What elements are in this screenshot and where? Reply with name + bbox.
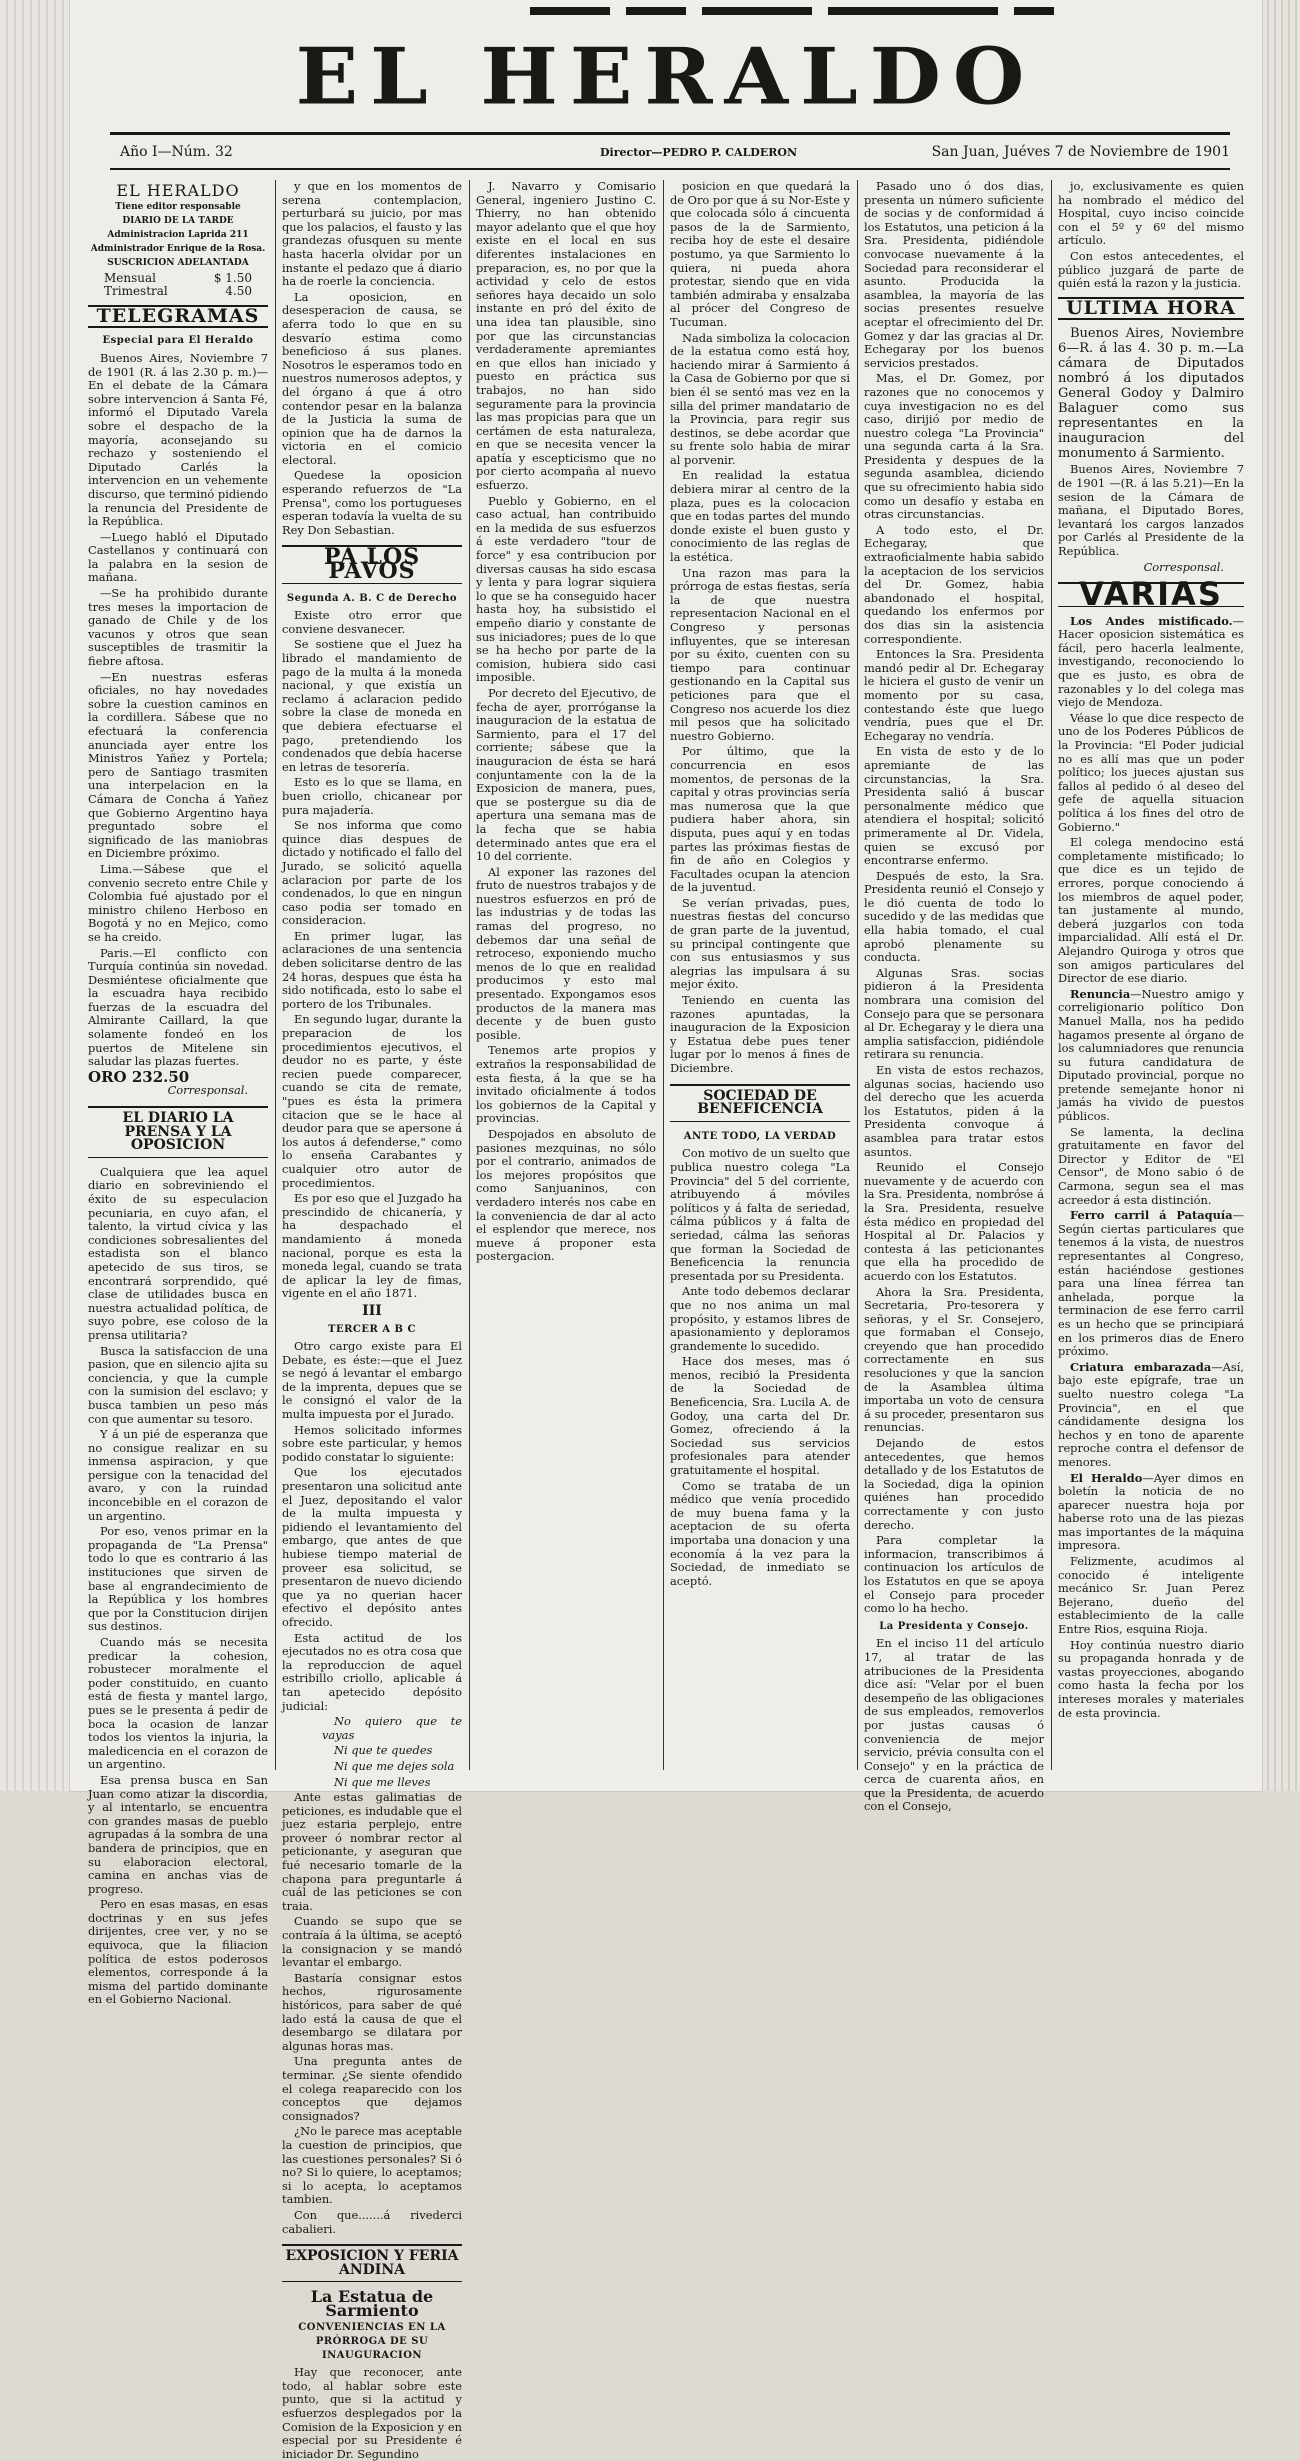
paragraph: Hay que reconocer, ante todo, al hablar sobre este punto, que si la actitud y esfuerzos desplegados por la Comision de la Exposicion y en especial por su Presidente é iniciador Dr. Segundino — [282, 2365, 462, 2461]
paragraph: Es por eso que el Juzgado ha prescindido de chicanería, y ha despachado el mandamiento á moneda nacional, porque es esta la moneda legal, cuando se trata de aplicar la ley de fimas, vigente en el año 1871. — [282, 1191, 462, 1301]
item-text: —Así, bajo este epígrafe, trae un suelto nuestro colega "La Provincia", en el que cándidamente designa los hechos y en tono de aparente reproche contra el defensor de menores. — [1058, 1359, 1244, 1469]
paragraph: Busca la satisfaccion de una pasion, que en silencio ajita su conciencia, y que la cumple con la sumision del esclavo; y busca tambien un peso más con que aumentar su tesoro. — [88, 1343, 268, 1426]
subscription-label: Mensual — [104, 270, 156, 285]
paragraph: Se sostiene que el Juez ha librado el mandamiento de pago de la multa á la moneda nacional, y que existía un reclamo á aclaracion pedido sobre la clase de moneda en que debiera efectuarse el pago, pretendiendo los condenados que debía hacerse en letras de tesorería. — [282, 637, 462, 774]
subscription-heading: SUSCRICION ADELANTADA — [107, 257, 249, 268]
paragraph: Con motivo de un suelto que publica nuestro colega "La Provincia" del 5 del corriente, atribuyendo á móviles políticos y á falta de seriedad, cálma públicos y á falta de seriedad, cálma las señoras que forman la Sociedad de Beneficencia la renuncia presentada por su Presidenta. — [670, 1146, 850, 1283]
paragraph: Por eso, venos primar en la propaganda de "La Prensa" todo lo que es contrario á las instituciones que sirven de base al engrandecimiento de la República y los hombres que por la Constitucion dirijen sus destinos. — [88, 1524, 268, 1634]
column-2 — [282, 179, 462, 2461]
subscription-row — [88, 272, 268, 286]
paragraph: J. Navarro y Comisario General, ingeniero Justino C. Thierry, no han obtenido mayor adelanto que el que hoy existe en el local en sus diferentes instalaciones en preparacion, es, no por que la actividad y celo de estos señores haya decaido un solo instante en pró del éxito de una idea tan plausible, sino por que las circunstancias verdaderamente apremiantes en que ellos han iniciado y puesto en práctica sus trabajos, no han sido seguramente para la provincia las mas propicias para que un certámen de esta naturaleza, en que se necesita vencer la apatía y escepticismo que no por cierto acompaña al nuevo esfuerzo. — [476, 179, 656, 493]
news-item — [1058, 1639, 1244, 1721]
paragraph: Se verían privadas, pues, nuestras fiestas del concurso de gran parte de la juventud, su principal contingente que con sus entusiasmos y sus alegrias las impulsara á su mejor éxito. — [670, 895, 850, 992]
newspaper-page — [70, 0, 1262, 2461]
correspondent-signature: Corresponsal. — [167, 1083, 248, 1098]
paragraph: Al exponer las razones del fruto de nuestros trabajos y de nuestros esfuerzos en pró de las industrias y de todas las ramas del progreso, no debemos dar una señal de retroceso, exponiendo mucho menos de lo que en realidad producimos y esto mal presentado. Expongamos esos productos de la manera mas decente y de buen gusto posible. — [476, 864, 656, 1042]
paragraph: Ante todo debemos declarar que no nos anima un mal propósito, y estamos libres de apasionamiento y deploramos grandemente lo sucedido. — [670, 1284, 850, 1353]
paragraph: Buenos Aires, Noviembre 7 de 1901 (R. á las 2.30 p. m.)—En el debate de la Cámara sobre intervencion á Santa Fé, informó el Diputado Varela sobre el despacho de la mayoría, aconsejando su rechazo y sosteniendo el Diputado Carlés la intervencion en un vehemente discurso, que terminó pidiendo la renuncia del Presidente de la República. — [88, 350, 268, 529]
paragraph: En primer lugar, las aclaraciones de una sentencia deben solicitarse dentro de las 24 horas, despues que ésta ha sido notificada, esto lo sabe el portero de los Tribunales. — [282, 928, 462, 1011]
paragraph: En vista de esto y de lo apremiante de las circunstancias, la Sra. Presidenta salió á buscar personalmente médico que atendiera el hospital; solicitó primeramente al Dr. Videla, quien se excusó por encontrarse enfermo. — [864, 744, 1044, 868]
news-item — [1058, 1126, 1244, 1208]
paragraph: posicion en que quedará la de Oro por que á su Nor-Este y que colocada sólo á cincuenta pasos de la de Sarmiento, reciba hoy de este el desaire postumo, ya que Sarmiento lo quiera, ni pueda ahora protestar, siendo que en vida también admiraba y ensalzaba al prócer del Congreso de Tucuman. — [670, 179, 850, 329]
masthead-info — [110, 144, 1230, 164]
item-text: Véase lo que dice respecto de uno de los Poderes Públicos de la Provincia: "El Poder judicial no es allí mas que un poder político; los jueces ajustan sus fallos al pedido ó al deseo del gefe de aquella situacion política á los fines del otro de Gobierno." — [1058, 710, 1244, 834]
paragraph: Ahora la Sra. Presidenta, Secretaria, Pro-tesorera y señoras, y el Sr. Consejero, que formaban el Consejo, creyendo que han procedido correctamente en sus resoluciones y que la sancion de la Asamblea última importaba un voto de censura á su proceder, presentaron sus renuncias. — [864, 1284, 1044, 1435]
paragraph: Paris.—El conflicto con Turquía continúa sin novedad. Desmiéntese oficialmente que la escuadra haya recibido fuerzas de la escuadra del Almirante Caillard, la que solamente fondeó en los puertos de Mitelene sin saludar las plazas fuertes. — [88, 945, 268, 1069]
column-divider — [1051, 180, 1052, 1770]
subscription-label: Trimestral — [104, 284, 168, 299]
masthead-rule-top — [110, 132, 1230, 135]
column-divider — [663, 180, 664, 1770]
beneficencia-subheading: ANTE TODO, LA VERDAD — [683, 1130, 837, 1142]
paragraph: Esta actitud de los ejecutados no es otra cosa que la reproduccion de aquel estribillo criollo, aplicable á tan apetecido depósito judicial: — [282, 1630, 462, 1713]
paragraph: Tenemos arte propios y extraños la responsabilidad de esta fiesta, á la que se ha invitado oficialmente á todos los gobiernos de la Capital y provincias. — [476, 1043, 656, 1126]
item-text: El colega mendocino está completamente mistificado; lo que dice es un tejido de errores, porque conociendo á los miembros de aquel poder, tan justamente al mundo, deberá juzgarlos con toda imparcialidad. Allí está el Dr. Alejandro Quiroga y otros que son amigos particulares del Director de ese diario. — [1058, 835, 1244, 986]
paragraph: Pero en esas masas, en esas doctrinas y en sus jefes dirijentes, cree ver, y no se equivoca, que la filiacion política de estos poderosos elementos, corresponde á la misma del partido dominante en el Gobierno Nacional. — [88, 1897, 268, 2007]
exposicion-subheading: CONVENIENCIAS EN LA PRÓRROGA DE SU INAUGURACION — [298, 2322, 446, 2361]
paragraph: Por decreto del Ejecutivo, de fecha de ayer, prorróganse la inauguracion de la estatua de Sarmiento, para el 17 del corriente; sábese que la inauguracion de ésta se hará conjuntamente con la de la Exposicion de manera, pues, que se postergue su dia de apertura una semana mas de la fecha que se habia determinado antes que era el 10 del corriente. — [476, 685, 656, 864]
tercer-heading: TERCER A B C — [328, 1323, 416, 1335]
paragraph: Entonces la Sra. Presidenta mandó pedir al Dr. Echegaray le hiciera el gusto de venir un momento por su casa, contestando éste que luego vendría, pues que el Dr. Echegaray no vendría. — [864, 647, 1044, 743]
place-date: San Juan, Juéves 7 de Noviembre de 1901 — [931, 144, 1230, 160]
paragraph: En vista de estos rechazos, algunas socias, haciendo uso del derecho que les acuerda los Estatutos, piden á la Presidenta convoque á asamblea para tratar estos asuntos. — [864, 1063, 1044, 1159]
column-1 — [88, 180, 268, 2007]
item-lead: Criatura embarazada — [1070, 1359, 1212, 1374]
paragraph: Una razon mas para la prórroga de estas fiestas, sería la de que nuestra representacion Nacional en el Congreso y personas influyentes, que se interesan por su éxito, cuenten con su tiempo para continuar gestionando en la Capital sus peticiones para que el Congreso nos acuerde los diez mil pesos que ha solicitado nuestro Gobierno. — [670, 565, 850, 743]
paragraph: —Luego habló el Diputado Castellanos y continuará con la palabra en la sesion de mañana. — [88, 529, 268, 585]
section-number: III — [362, 1302, 382, 1319]
paragraph: Lima.—Sábese que el convenio secreto entre Chile y Colombia fué ajustado por el ministro chileno Herboso en Bogotá y no en Mejico, como se ha creido. — [88, 861, 268, 944]
news-item — [1058, 1555, 1244, 1637]
paragraph: Esa prensa busca en San Juan como atizar la discordia, y al intentarlo, se encuentra con grandes masas de pueblo agrupadas á la sombra de una bandera de principios, que en su elaboracion electoral, camina en anchas vias de progreso. — [88, 1772, 268, 1896]
pavos-heading: PA LOS PAVOS — [282, 545, 462, 583]
paragraph: Cualquiera que lea aquel diario en sobreviniendo el éxito de su especulacion pecuniaria, en cuyo afan, el talento, la virtud cívica y las condiciones sobresalientes del estadista son el blanco apetecido de sus tiros, se encontrará sorprendido, qué clase de utilidades busca en nuestra actualidad política, de suyo pobre, ese coloso de la prensa utilitaria? — [88, 1164, 268, 1342]
news-item — [1058, 836, 1244, 986]
paragraph: Ante estas galimatias de peticiones, es indudable que el juez estaria perplejo, entre proveer ó nombrar rector al peticionante, y aseguran que fué necesario tomarle de la chapona para preguntarle á cuál de las peticiones se con traia. — [282, 1790, 462, 1913]
verse-line: Ni que me lleves — [334, 1774, 431, 1789]
item-text: —Nuestro amigo y correligionario político Don Manuel Malla, nos ha pedido hagamos presente al órgano de los calumniadores que renuncia su futura candidatura de Diputado provincial, porque no pretende semejante honor ni jamás ha vivido de puestos públicos. — [1058, 986, 1244, 1124]
info-line: Administrador Enrique de la Rosa. — [90, 243, 266, 254]
verse-line: Ni que me dejes sola — [334, 1758, 455, 1773]
item-text: Felizmente, acudimos al conocido é inteligente mecánico Sr. Juan Perez Bejerano, dueño del establecimiento de la calle Entre Rios, esquina Rioja. — [1058, 1554, 1244, 1637]
paragraph: Hemos solicitado informes sobre este particular, y hemos podido constatar lo siguiente: — [282, 1422, 462, 1464]
paragraph: Despojados en absoluto de pasiones mezquinas, no sólo por el contrario, animados de los mejores propósitos que como Sanjuaninos, con verdadero interés nos cabe en la conveniencia de dar al acto el esplendor que merece, nos mueve á proponer esta postergacion. — [476, 1126, 656, 1264]
paragraph: Cuando más se necesita predicar la cohesion, robustecer moralmente el poder constituido, en cuanto está de fiesta y mantel largo, pues se le presenta á pedir de boca la ocasion de lanzar todos los vientos la injuria, la maledicencia en el corazon de un argentino. — [88, 1635, 268, 1772]
column-divider — [275, 180, 276, 1770]
paragraph: Dejando de estos antecedentes, que hemos detallado y de los Estatutos de la Sociedad, diga la opinion quiénes han procedido correctamente y con justo derecho. — [864, 1436, 1044, 1532]
special-line: Especial para El Heraldo — [102, 335, 254, 347]
paragraph: Teniendo en cuenta las razones apuntadas, la inauguracion de la Exposicion y Estatua debe pues tener lugar por lo menos á fines de Diciembre. — [670, 993, 850, 1075]
issue-number: Año I—Núm. 32 — [120, 144, 233, 160]
paragraph: Que los ejecutados presentaron una solicitud ante el Juez, depositando el valor de la multa impuesta y pidiendo el levantamiento del embargo, que antes de que hubiese tiempo material de proveer esa solicitud, se presentaron de nuevo diciendo que ya no querian hacer efectivo el depósito antes ofrecido. — [282, 1465, 462, 1629]
paragraph: Quedese la oposicion esperando refuerzos de "La Prensa", como los portugueses esperan todavía la vuelta de su Rey Don Sebastian. — [282, 468, 462, 537]
paragraph: Una pregunta antes de terminar. ¿Se siente ofendido el colega reaparecido con los conceptos que dejamos consignados? — [282, 2054, 462, 2123]
exposicion-heading: EXPOSICION Y FERIA ANDINA — [282, 2244, 462, 2282]
news-item — [1058, 1472, 1244, 1554]
paragraph: A todo esto, el Dr. Echegaray, que extraoficialmente habia sabido la aceptacion de los servicios del Dr. Gomez, habia abandonado el hospital, quedando los enfermos por dos dias sin la asistencia correspondiente. — [864, 522, 1044, 646]
paragraph: Otro cargo existe para El Debate, es éste:—que el Juez se negó á levantar el embargo de la imprenta, depues que se le consignó el valor de la multa impuesta por el Jurado. — [282, 1339, 462, 1422]
paragraph: Por último, que la concurrencia en esos momentos, de personas de la capital y otras provincias sería mas numerosa que la que pudiera haber ahora, sin disputa, pues aquí y en todas partes las próximas fiestas de fin de año en Colegios y Facultades ocupan la atencion de la juventud. — [670, 744, 850, 895]
column-divider — [469, 180, 470, 1770]
closing-line: La Presidenta y Consejo. — [879, 1620, 1029, 1632]
news-item — [1058, 988, 1244, 1124]
column-divider — [857, 180, 858, 1770]
paragraph: Y á un pié de esperanza que no consigue realizar en su inmensa aspiracion, y que persigue con la tenacidad del avaro, y con la ruindad inconcebible en el corazon de un argentino. — [88, 1427, 268, 1523]
paragraph: Mas, el Dr. Gomez, por razones que no conocemos y cuya investigacion no es del caso, dirijió por medio de nuestro colega "La Provincia" una segunda carta á la Sra. Presidenta y despues de la segunda asamblea, diciendo que su ofrecimiento habia sido como un desafío y estaba en otras circunstancias. — [864, 371, 1044, 522]
paragraph: Buenos Aires, Noviembre 7 de 1901 —(R. á las 5.21)—En la sesion de la Cámara de mañana, el Diputado Bores, levantará los cargos lanzados por Carlés al Presidente de la República. — [1058, 462, 1244, 558]
column-6 — [1058, 180, 1244, 1775]
item-text: —Hacer oposicion sistemática es fácil, pero hacerla lealmente, investigando, reconociendo lo que es justo, es obra de razonables y lo del colega mas viejo de Mendoza. — [1058, 613, 1244, 710]
paragraph: Como se trataba de un médico que venía procedido de muy buena fama y la aceptacion de su oferta importaba una donacion y una economía á la vez para la Sociedad, de inmediato se aceptó. — [670, 1478, 850, 1588]
verse-line: No quiero que te vayas — [322, 1714, 462, 1742]
item-text: Hoy continúa nuestro diario su propaganda honrada y de vastas proyecciones, abogando como hasta la fecha por los intereses morales y materiales de esta provincia. — [1058, 1637, 1244, 1720]
paragraph: Con estos antecedentes, el público juzgará de parte de quién está la razon y la justicia. — [1058, 248, 1244, 291]
item-text: —Ayer dimos en boletín la noticia de no aparecer nuestra hoja por haberse roto una de las piezas mas importantes de la máquina impresora. — [1058, 1470, 1244, 1553]
paragraph: Bastaría consignar estos hechos, rigurosamente históricos, para saber de qué lado está la causa de que el desembargo se dilatara por algunas horas mas. — [282, 1970, 462, 2053]
paper-name: EL HERALDO — [116, 181, 240, 200]
page-edge — [1262, 0, 1300, 1791]
varias-heading: VARIAS — [1058, 582, 1244, 607]
paragraph: Nada simboliza la colocacion de la estatua como está hoy, haciendo mirar á Sarmiento á la Casa de Gobierno por que si bien él se sentó mas vez en la silla del primer mandatario de la Provincia, para regir sus destinos, se debe acordar que su frente solo habia de mirar al porvenir. — [670, 330, 850, 467]
gold-price: ORO 232.50 — [88, 1067, 190, 1086]
paragraph: jo, exclusivamente es quien ha nombrado el médico del Hospital, cuyo inciso coincide con el 5º y 6º del mismo artículo. — [1058, 179, 1244, 248]
paragraph: Pasado uno ó dos dias, presenta un número suficiente de socias y de conformidad á los Estatutos, una peticion á la Sra. Presidenta, pidiéndole convocase nuevamente á la Sociedad para reconsiderar el asunto. Producida la asamblea, la mayoría de las socias presentes resuelve aceptar el ofrecimiento del Dr. Gomez y dar las gracias al Dr. Echegaray por los buenos servicios prestados. — [864, 179, 1044, 370]
paragraph: Pueblo y Gobierno, en el caso actual, han contribuido en la medida de sus esfuerzos á este verdadero "tour de force" y esa contribucion por diversas causas ha sido escasa y lenta y para lograr siquiera lo que se ha conseguido hacer hasta hoy, ha subsistido el empeño diario y constante de sus iniciadores; pues de lo que se ha hecho por parte de la comision, hubiera sido casi imposible. — [476, 493, 656, 685]
item-text: Se lamenta, la declina gratuitamente en favor del Director y Editor de "El Censor", de Mono sabio ó de Carmona, segun sea el mas acreedor á esta distinción. — [1058, 1124, 1244, 1207]
pavos-subheading: Segunda A. B. C de Derecho — [286, 592, 458, 604]
item-lead: Ferro carril á Pataquía — [1070, 1208, 1233, 1223]
correspondent-signature: Corresponsal. — [1143, 559, 1224, 574]
paragraph: —En nuestras esferas oficiales, no hay novedades sobre la cuestion caminos en la cordillera. Sábese que no efectuará la conferencia anunciada ayer entre los Ministros Yañez y Portela; pero de Santiago trasmiten una interpelacion en la Cámara de Concha á Yañez que Gobierno Argentino haya preguntado sobre el significado de las maniobras en Diciembre próximo. — [88, 669, 268, 861]
item-text: —Según ciertas particulares que tenemos á la vista, de nuestros representantes al Congreso, están haciéndose gestiones para una línea férrea tan anhelada, porque la terminacion de ese ferro carril es un hecho que se principiará en los primeros dias de Enero próximo. — [1058, 1208, 1244, 1359]
column-5 — [864, 179, 1044, 1814]
news-item — [1058, 1361, 1244, 1470]
subscription-row — [88, 285, 268, 299]
paragraph: La oposicion, en desesperacion de causa, se aferra todo lo que en su desvarío estima como beneficioso á sus planes. Nosotros le esperamos todo en nuestros numerosos adeptos, y del órgano á que á otro contendor pesar en la balanza de la Justicia la suma de opinion que ha de darnos la victoria en el comicio electoral. — [282, 289, 462, 467]
paragraph: Con que.......á rivederci cabalieri. — [282, 2207, 462, 2236]
column-3 — [476, 180, 656, 1775]
binding-edge — [0, 0, 70, 1791]
info-line: DIARIO DE LA TARDE — [122, 215, 234, 226]
director-line: Director—PEDRO P. CALDERON — [600, 146, 798, 159]
paragraph: En el inciso 11 del artículo 17, al tratar de las atribuciones de la Presidenta dice así: "Velar por el buen desempeño de las obligaciones de sus empleados, removerlos por justas causas ó conveniencia de mejor servicio, prévia consulta con el Consejo" y en la práctica de cerca de cuarenta años, en que la Presidenta, de acuerdo con el Consejo, — [864, 1636, 1044, 1814]
ultima-hora-heading: ULTIMA HORA — [1058, 297, 1244, 321]
item-lead: Renuncia — [1070, 986, 1131, 1001]
subscription-price: 4.50 — [225, 284, 252, 299]
paragraph: Reunido el Consejo nuevamente y de acuerdo con la Sra. Presidenta, nombróse á la Sra. Presidenta, resuelve ésta médico en propiedad del Hospital al Dr. Palacios y contesta á las peticionantes que ella ha procedido de acuerdo con los Estatutos. — [864, 1160, 1044, 1283]
paragraph: Se nos informa que como quince dias despues de dictado y notificado el fallo del Jurado, se solicitó aquella aclaracion por parte de los condenados, lo que en ningun caso podia ser tomado en consideracion. — [282, 818, 462, 928]
subscription-price: $ 1.50 — [213, 270, 252, 285]
item-lead: Los Andes mistificado. — [1070, 613, 1233, 628]
paragraph: Existe otro error que conviene desvanecer. — [282, 608, 462, 636]
paragraph: —Se ha prohibido durante tres meses la importacion de ganado de Chile y de los vacunos y otros que sean susceptibles de trasmitir la fiebre aftosa. — [88, 586, 268, 669]
column-4 — [670, 180, 850, 1775]
paragraph: Cuando se supo que se contraía á la última, se aceptó la consignacion y se mandó levantar el embargo. — [282, 1914, 462, 1970]
paragraph: En segundo lugar, durante la preparacion de los procedimientos ejecutivos, el deudor no es parte, y éste recien puede comparecer, cuando se cita de remate, "pues es ésta la primera citacion que se le hace al deudor para que se apersone á los autos á defenderse," como lo enseña Carabantes y cualquier otro autor de procedimientos. — [282, 1012, 462, 1190]
paragraph: Después de esto, la Sra. Presidenta reunió el Consejo y le dió cuenta de todo lo sucedido y de las medidas que ella habia tomado, el cual aprobó plenamente su conducta. — [864, 868, 1044, 965]
paragraph: Esto es lo que se llama, en buen criollo, chicanear por pura majadería. — [282, 775, 462, 817]
prensa-heading: EL DIARIO LA PRENSA Y LA OPOSICION — [88, 1106, 268, 1158]
paragraph: En realidad la estatua debiera mirar al centro de la plaza, pues es la colocacion que en todas partes del mundo donde existe el buen gusto y conocimiento de las reglas de la estética. — [670, 468, 850, 565]
news-item — [1058, 712, 1244, 834]
paragraph: Buenos Aires, Noviembre 6—R. á las 4. 30 p. m.—La cámara de Diputados nombró á los diputados General Godoy y Dalmiro Balaguer como sus representantes en la inauguracion del monumento á Sarmiento. — [1058, 326, 1244, 462]
info-line: Tiene editor responsable — [115, 201, 241, 212]
paragraph: Para completar la informacion, transcribimos á continuacion los artículos de los Estatutos en que se apoya el Consejo para proceder como lo ha hecho. — [864, 1533, 1044, 1616]
info-line: Administracion Laprida 211 — [107, 229, 249, 240]
paragraph: y que en los momentos de serena contemplacion, perturbará su juicio, por mas que los palacios, el fausto y las grandezas ofusquen su mente hasta hacerla olvidar por un instante el pedazo que á diario ha de roerle la conciencia. — [282, 179, 462, 289]
news-item — [1058, 615, 1244, 710]
paragraph: Hace dos meses, mas ó menos, recibió la Presidenta de la Sociedad de Beneficencia, Sra. Lucila A. de Godoy, una carta del Dr. Gomez, ofreciendo á la Sociedad sus servicios profesionales para atender gratuitamente el hospital. — [670, 1354, 850, 1478]
item-lead: El Heraldo — [1070, 1470, 1143, 1485]
masthead-title: EL HERALDO — [295, 31, 1037, 123]
telegramas-heading: TELEGRAMAS — [88, 305, 268, 329]
news-item — [1058, 1209, 1244, 1359]
beneficencia-heading: SOCIEDAD DE BENEFICENCIA — [670, 1084, 850, 1122]
masthead-rule-bottom — [110, 168, 1230, 170]
paragraph: ¿No le parece mas aceptable la cuestion de principios, que las cuestiones personales? Si ó no? Si lo quiere, lo aceptamos; si lo acepta, lo aceptamos tambien. — [282, 2124, 462, 2207]
verse-line: Ni que te quedes — [334, 1743, 433, 1758]
estatua-title: La Estatua de Sarmiento — [310, 2287, 434, 2320]
paragraph: Algunas Sras. socias pidieron á la Presidenta nombrara una comision del Consejo para que se personara al Dr. Echegaray y le diera una amplia satisfaccion, pidiéndole retirara su renuncia. — [864, 965, 1044, 1062]
top-rule-fragments — [530, 0, 1230, 8]
